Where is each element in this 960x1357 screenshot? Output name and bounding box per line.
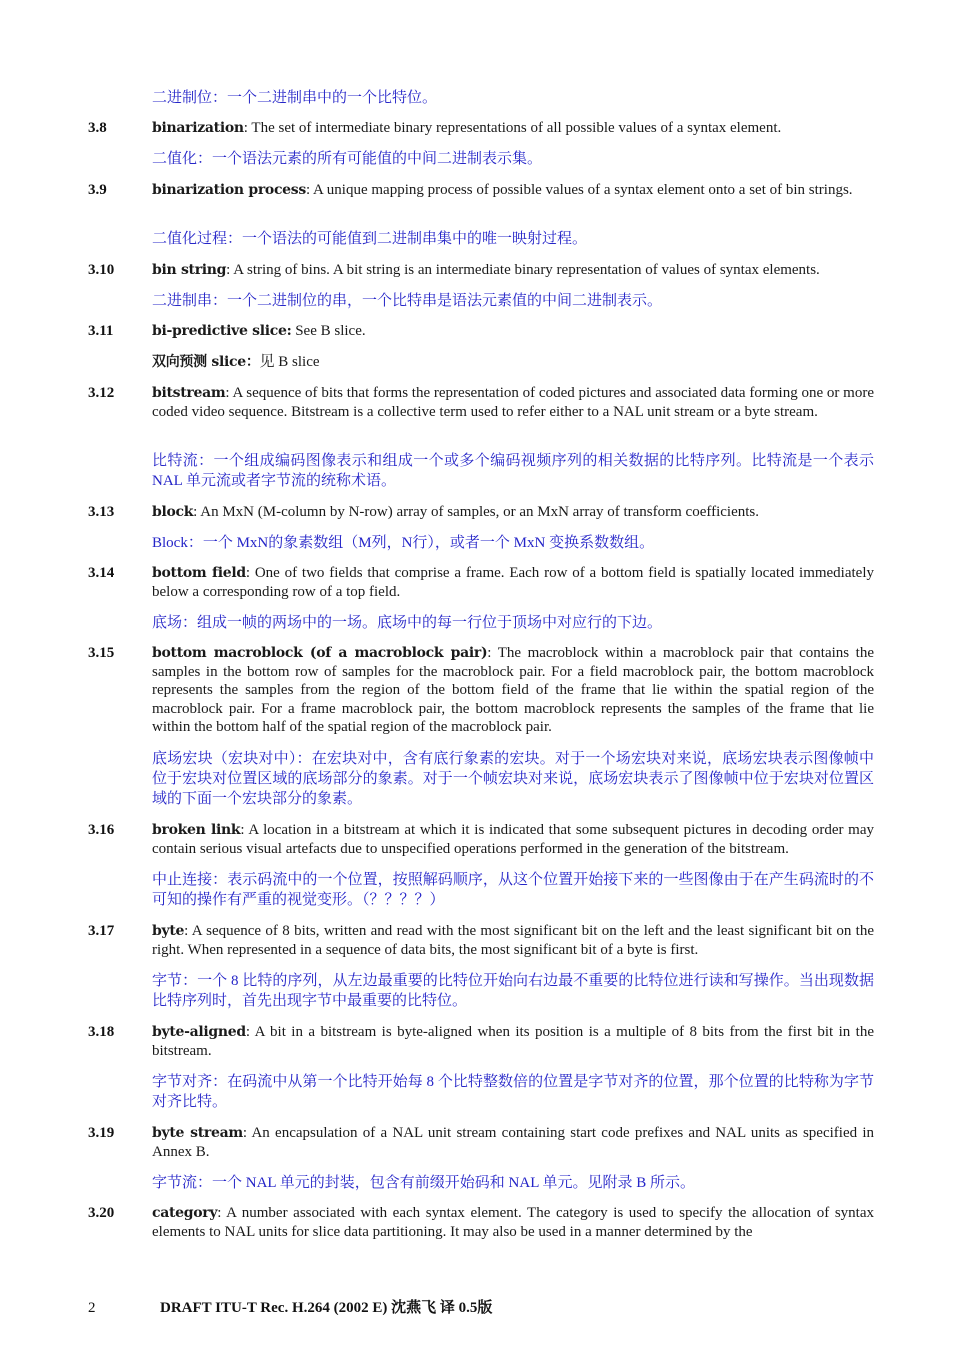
- entry-text: : A number associated with each syntax element. The category is used to specify the allocation of syntax elements to NAL units for slice data partitioning. It may also be used in a manner determined by the: [152, 1205, 874, 1240]
- entry-term: byte-aligned: [152, 1024, 246, 1040]
- entry-term: bin string: [152, 262, 227, 278]
- entry-number: 3.13: [88, 504, 115, 520]
- entry-chinese-text: 见 B slice: [259, 354, 320, 370]
- entry-chinese: 二值化过程：一个语法的可能值到二进制串集中的唯一映射过程。: [152, 231, 588, 247]
- entry-definition: [152, 322, 874, 341]
- entry-text: : A unique mapping process of possible values of a syntax element onto a set of bin strings.: [305, 182, 853, 198]
- entry-term: category: [152, 1205, 218, 1221]
- entry-definition: [152, 119, 874, 138]
- entry-number: 3.18: [88, 1024, 115, 1040]
- entry-number: 3.9: [88, 182, 107, 198]
- page-number: 2: [88, 1300, 96, 1316]
- entry-text: : A string of bins. A bit string is an intermediate binary representation of values of syntax elements.: [226, 262, 820, 278]
- entry-definition: [152, 1023, 874, 1060]
- entry-term: byte: [152, 923, 185, 939]
- top-chinese-line: 二进制位：一个二进制串中的一个比特位。: [152, 90, 438, 106]
- entry-text: : An encapsulation of a NAL unit stream containing start code prefixes and NAL units as specified in Annex B.: [152, 1125, 875, 1160]
- entry-term: broken link: [152, 822, 241, 838]
- entry-term: bottom macroblock (of a macroblock pair): [152, 645, 488, 661]
- entry-term: bi-predictive slice:: [152, 323, 292, 339]
- entry-definition: [152, 384, 874, 421]
- entry-number: 3.10: [88, 262, 115, 278]
- entry-number: 3.20: [88, 1205, 115, 1221]
- entry-definition: [152, 922, 874, 959]
- entry-text: : An MxN (M-column by N-row) array of samples, or an MxN array of transform coefficients.: [193, 504, 759, 520]
- entry-number: 3.15: [88, 645, 115, 661]
- entry-text: : A bit in a bitstream is byte-aligned when its position is a multiple of 8 bits from the first bit in the bitstream.: [152, 1024, 874, 1059]
- entry-term: byte stream: [152, 1125, 243, 1141]
- entry-term: binarization: [152, 120, 244, 136]
- entry-text: : The set of intermediate binary representations of all possible values of a syntax element.: [243, 120, 782, 136]
- entry-chinese: 底场宏块（宏块对中）：在宏块对中，含有底行象素的宏块。对于一个场宏块对来说，底场宏块表示图像帧中位于宏块对位置区域的底场部分的象素。对于一个帧宏块对来说，底场宏块表示了图像帧中位于宏块对位置区域的下面一个宏块部分的象素。: [152, 751, 874, 807]
- entry-text: : One of two fields that comprise a frame. Each row of a bottom field is spatially located immediately below a corresponding row of a top field.: [152, 565, 874, 600]
- entry-chinese: 比特流：一个组成编码图像表示和组成一个或多个编码视频序列的相关数据的比特序列。比特流是一个表示 NAL 单元流或者字节流的统称术语。: [152, 453, 874, 489]
- entry-definition: [152, 644, 874, 737]
- entry-number: 3.8: [88, 120, 107, 136]
- entry-chinese: 二值化：一个语法元素的所有可能值的中间二进制表示集。: [152, 151, 543, 167]
- entry-term: block: [152, 504, 194, 520]
- entry-chinese: 字节：一个 8 比特的序列，从左边最重要的比特位开始向右边最不重要的比特位进行读和写操作。当出现数据比特序列时，首先出现字节中最重要的比特位。: [152, 973, 874, 1009]
- entry-definition: [152, 564, 874, 601]
- entry-chinese: 字节流：一个 NAL 单元的封装，包含有前缀开始码和 NAL 单元。见附录 B 所示。: [152, 1175, 696, 1191]
- entry-chinese: Block：一个 MxN的象素数组（M列，N行），或者一个 MxN 变换系数数组。: [152, 535, 655, 551]
- entry-term: bitstream: [152, 385, 226, 401]
- entry-term: binarization process: [152, 182, 306, 198]
- entry-text: See B slice.: [291, 323, 366, 339]
- entry-text: : A sequence of bits that forms the representation of coded pictures and associated data forming one or more coded video sequence. Bitstream is a collective term used to refer either to a NAL unit stream or a byte stream.: [152, 385, 874, 420]
- entry-definition: [152, 261, 874, 280]
- entry-definition: [152, 503, 874, 522]
- entry-chinese: 底场：组成一帧的两场中的一场。底场中的每一行位于顶场中对应行的下边。: [152, 615, 663, 631]
- entry-text: : A location in a bitstream at which it is indicated that some subsequent pictures in decoding order may contain serious visual artefacts due to unspecified operations performed in the generation of the bitstream.: [152, 822, 874, 857]
- entry-chinese: 二进制串：一个二进制位的串，一个比特串是语法元素值的中间二进制表示。: [152, 293, 663, 309]
- entry-definition: [152, 181, 874, 200]
- entry-text: : The macroblock within a macroblock pair that contains the samples in the bottom row of samples for the macroblock pair. For a field macroblock pair, the bottom macroblock represents the samples from the region of the bottom field of the frame that lie within the spatial region of the macroblock pair. For a frame macroblock pair, the bottom macroblock represents the samples of the frame that lie within the bottom half of the spatial region of the macroblock pair.: [152, 645, 874, 735]
- entry-chinese-label: 双向预测 slice：: [152, 354, 260, 370]
- entry-number: 3.19: [88, 1125, 115, 1141]
- entry-number: 3.14: [88, 565, 115, 581]
- entry-chinese: 字节对齐：在码流中从第一个比特开始每 8 个比特整数倍的位置是字节对齐的位置，那个位置的比特称为字节对齐比特。: [152, 1074, 874, 1110]
- entry-definition: [152, 1124, 874, 1161]
- entry-text: : A sequence of 8 bits, written and read with the most significant bit on the left and the least significant bit on the right. When represented in a sequence of data bits, the most significant bit of a byte is first.: [152, 923, 874, 958]
- entry-definition: [152, 1204, 874, 1241]
- entry-number: 3.12: [88, 385, 115, 401]
- entry-number: 3.17: [88, 923, 115, 939]
- document-reference: DRAFT ITU-T Rec. H.264 (2002 E) 沈燕飞 译 0.5版: [160, 1300, 493, 1316]
- entry-definition: [152, 821, 874, 858]
- entry-number: 3.11: [88, 323, 114, 339]
- entry-chinese: [152, 352, 874, 372]
- entry-term: bottom field: [152, 565, 246, 581]
- entry-number: 3.16: [88, 822, 115, 838]
- entry-chinese: 中止连接：表示码流中的一个位置，按照解码顺序，从这个位置开始接下来的一些图像由于在产生码流时的不可知的操作有严重的视觉变形。（？？？？）: [152, 872, 874, 908]
